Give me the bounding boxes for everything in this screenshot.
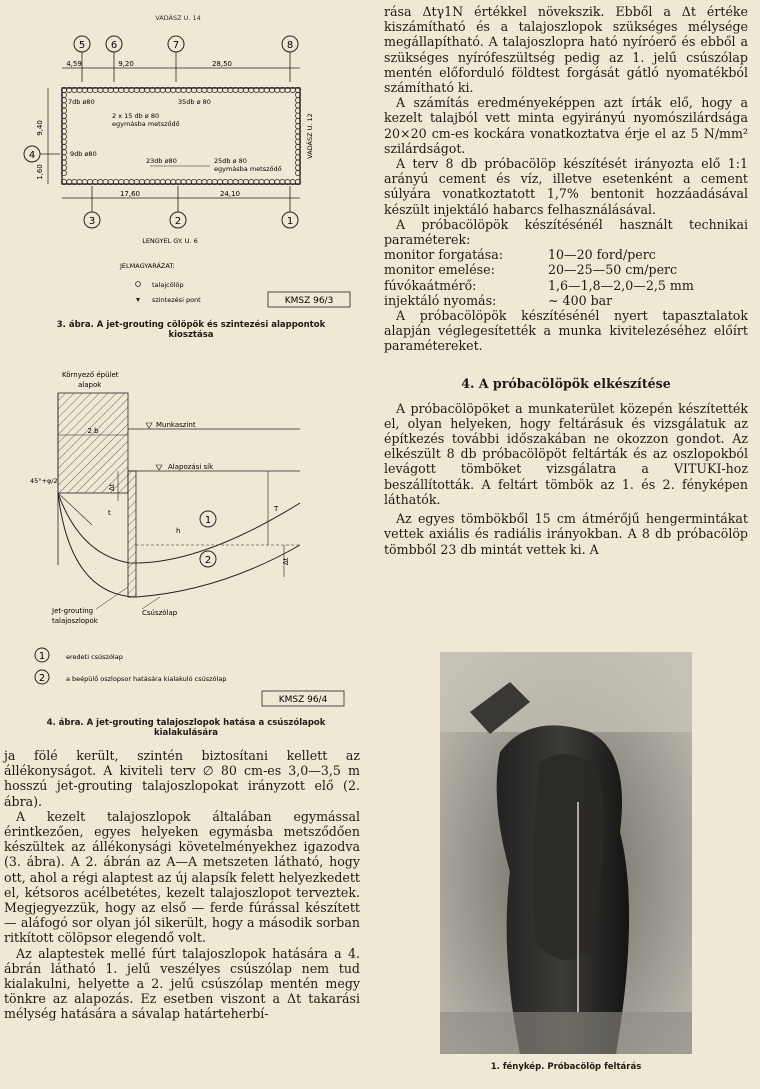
fig3-legend-title: JELMAGYARÁZAT:	[120, 262, 175, 270]
fig3-dim-2850: 28,50	[211, 60, 233, 68]
fig3-dim-1760: 17,60	[119, 190, 141, 198]
figure-3-plan	[0, 0, 372, 330]
fig4-lbl-dt2: Δt	[282, 557, 290, 565]
section-title: 4. A próbacölöpök elkészítése	[461, 375, 671, 391]
section-paragraph-1: A próbacölöpöket a munkaterület közepén készítették el, olyan helyeken, hogy feltárásuk és vizsgálatuk az építkezés további időszakában ne okozzon gondot. Az elkészült 8 db próbacölöpöt feltárták és az oszlopokból levágott tömböket vizsgálatra a VITUKI-hoz beszállították. A feltárt tömbök az 1. és 2. fényképen láthatók.	[384, 400, 748, 507]
fig3-lbl-egymasba2: egymásba metsződő	[214, 165, 282, 173]
fig4-lbl-jet1: Jet-grouting	[52, 607, 94, 615]
fig4-lbl-munka: Munkaszint	[156, 421, 196, 429]
fig4-leg2-num: 2	[38, 673, 46, 684]
fig3-right-street: VADÁSZ U. 12	[306, 113, 314, 159]
left-paragraph-3: Az alaptestek mellé fúrt talajoszlopok hatására a 4. ábrán látható 1. jelű veszélyes csúszólap nem tud kialakulni, helyette a 2. jelű csúszólap mentén megy tönkre az alapozás. Ez esetben viszont a Δt takarási mélység hatására a sávalap határteherbí-	[4, 945, 360, 1022]
fig3-lbl-egymasba1: egymásba metsződő	[112, 120, 180, 128]
fig4-leg1-num: 1	[38, 651, 46, 662]
fig4-kmsz: KMSZ 96/4	[278, 695, 328, 705]
fig3-marker-5	[74, 36, 90, 82]
parameter-list	[384, 247, 748, 308]
fig4-lbl-jet2: talajoszlopok	[52, 617, 98, 625]
svg-text:7: 7	[172, 40, 180, 51]
svg-text:6: 6	[110, 40, 118, 51]
fig4-lbl-epulet2: alapok	[78, 381, 102, 389]
fig3-marker-2	[170, 186, 186, 228]
right-paragraph-3: A terv 8 db próbacölöp készítését irányozta elő 1:1 arányú cement és víz, illetve esetenként a cement súlyára vonatkoztatott 1,7% bentonit hozzáadásával készült injektáló habarcs felhasználásával.	[384, 156, 748, 217]
fig3-dim-940: 9,40	[36, 120, 44, 136]
fig3-kmsz: KMSZ 96/3	[284, 296, 334, 306]
fig4-leg2-text: a beépülő oszlopsor hatására kialakuló csúszólap	[66, 675, 227, 683]
fig4-leg1-text: eredeti csúszólap	[66, 653, 123, 661]
left-column	[0, 0, 372, 1089]
fig4-lbl-2b: 2 b	[87, 427, 99, 435]
param-row: monitor forgatása: 10—20 ford/perc	[384, 247, 656, 263]
fig3-dim-160: 1,60	[36, 164, 44, 180]
fig3-legend-2: szintezési pont	[152, 296, 201, 304]
photo-1	[440, 652, 692, 1054]
fig3-marker-7	[168, 36, 184, 82]
svg-text:5: 5	[78, 40, 86, 51]
fig3-top-street: VADÁSZ U. 14	[155, 14, 201, 22]
fig3-marker-8	[282, 36, 298, 82]
fig4-lbl-c2: 2	[204, 555, 212, 566]
fig3-lbl-7db: 7db ø80	[68, 98, 95, 106]
fig4-foundation	[58, 393, 128, 493]
fig3-lbl-9db: 9db ø80	[70, 150, 97, 158]
fig4-jet-column	[128, 471, 136, 597]
fig3-lbl-25db: 25db ø 80	[214, 157, 247, 165]
fig3-lbl-2x15: 2 x 15 db ø 80	[112, 112, 160, 120]
svg-text:1: 1	[286, 216, 294, 227]
right-paragraph-1: rása Δtγ1N értékkel növekszik. Ebből a Δt értéke kiszámítható és a talajoszlopok szükséges mélysége megállapítható. A talajoszlopra ható nyíróerő és ebből a szükséges nyírófeszültség pedig az 1. jelű csúszólap mentén előforduló földtest forgását gátló nyomatékból számítható ki.	[384, 4, 748, 96]
right-paragraph-2: A számítás eredményeképpen azt írták elő, hogy a kezelt talajból vett minta egyirányú nyomószilárdsága 20×20 cm-es kockára vonatkoztatva érje el az 5 N/mm² szilárdságot.	[384, 95, 748, 156]
fig4-caption-line2: kialakulására	[153, 728, 219, 738]
fig3-dim-2410: 24,10	[219, 190, 241, 198]
svg-text:4: 4	[28, 150, 36, 161]
right-paragraph-4: A próbacölöpök készítésénél használt technikai paraméterek:	[384, 216, 748, 248]
svg-text:8: 8	[286, 40, 294, 51]
fig3-dim-920: 9,20	[118, 60, 134, 68]
right-column	[384, 0, 750, 1089]
fig4-lbl-epulet1: Környező épület	[62, 371, 119, 379]
fig4-lbl-dt1: Δt	[108, 483, 116, 491]
fig3-bottom-street: LENGYEL GY. U. 6	[142, 237, 198, 245]
fig4-lbl-alap: Alapozási sík	[168, 463, 214, 471]
param-row: fúvókaátmérő: 1,6—1,8—2,0—2,5 mm	[384, 277, 694, 293]
fig3-marker-3	[84, 186, 100, 228]
fig3-lbl-35db: 35db ø 80	[178, 98, 211, 106]
fig3-marker-6	[106, 36, 122, 82]
fig4-lbl-angle: 45°+φ/2	[30, 477, 58, 485]
left-body-text	[4, 748, 360, 1022]
left-paragraph-1: ja fölé került, szintén biztosítani kellett az állékonyságot. A kiviteli terv ∅ 80 cm-es 3,0—3,5 m hosszú jet-grouting talajoszlopokat irányzott elő (2. ábra).	[4, 748, 360, 809]
fig3-legend-1: talajcölöp	[152, 281, 184, 289]
figure-4-section	[0, 365, 372, 735]
svg-text:3: 3	[88, 216, 96, 227]
param-row: monitor emelése: 20—25—50 cm/perc	[384, 262, 678, 278]
fig4-lbl-T: T	[274, 505, 279, 513]
fig4-lbl-csusz: Csúszólap	[142, 609, 178, 617]
fig4-caption-line1: 4. ábra. A jet-grouting talajoszlopok hatása a csúszólapok	[46, 718, 326, 728]
fig3-marker-1	[282, 186, 298, 228]
fig4-lbl-t: t	[108, 509, 111, 517]
fig3-marker-4	[24, 146, 60, 162]
fig3-caption: 3. ábra. A jet-grouting cölöpök és szintezési alappontok kiosztása	[56, 320, 326, 340]
param-row: injektáló nyomás: ~ 400 bar	[384, 292, 613, 308]
photo-caption: 1. fénykép. Próbacölöp feltárás	[490, 1062, 642, 1072]
section-paragraph-2: Az egyes tömbökből 15 cm átmérőjű hengermintákat vettek axiális és radiális irányokban. A 8 db próbacölöp tömbből 23 db mintát vettek ki. A	[384, 511, 748, 557]
fig3-lbl-23db: 23db ø80	[146, 157, 177, 165]
left-paragraph-2: A kezelt talajoszlopok általában egymással érintkezően, egyes helyeken egymásba metsződően készültek az állékonysági követelményekhez igazodva (3. ábra). A 2. ábrán az A—A metszeten látható, hogy ott, ahol a régi alaptest az új alapsík felett helyezkedett el, kétsoros acélbetétes, kezelt talajoszlopot terveztek. Megjegyezzük, hogy az első — ferde fúrással készített — aláfogó sor olyan jól sikerült, hogy a második sorban ritkított cölöpsor elegendő volt.	[4, 808, 360, 946]
right-body-text	[384, 4, 748, 557]
right-paragraph-5: A próbacölöpök készítésénél nyert tapasztalatok alapján véglegesítették a munka kivitelezéséhez előírt paramétereket.	[384, 308, 748, 354]
fig4-lbl-h: h	[176, 527, 181, 535]
svg-text:2: 2	[174, 216, 182, 227]
fig3-dim-459: 4,59	[66, 60, 82, 68]
fig4-lbl-c1: 1	[204, 515, 212, 526]
